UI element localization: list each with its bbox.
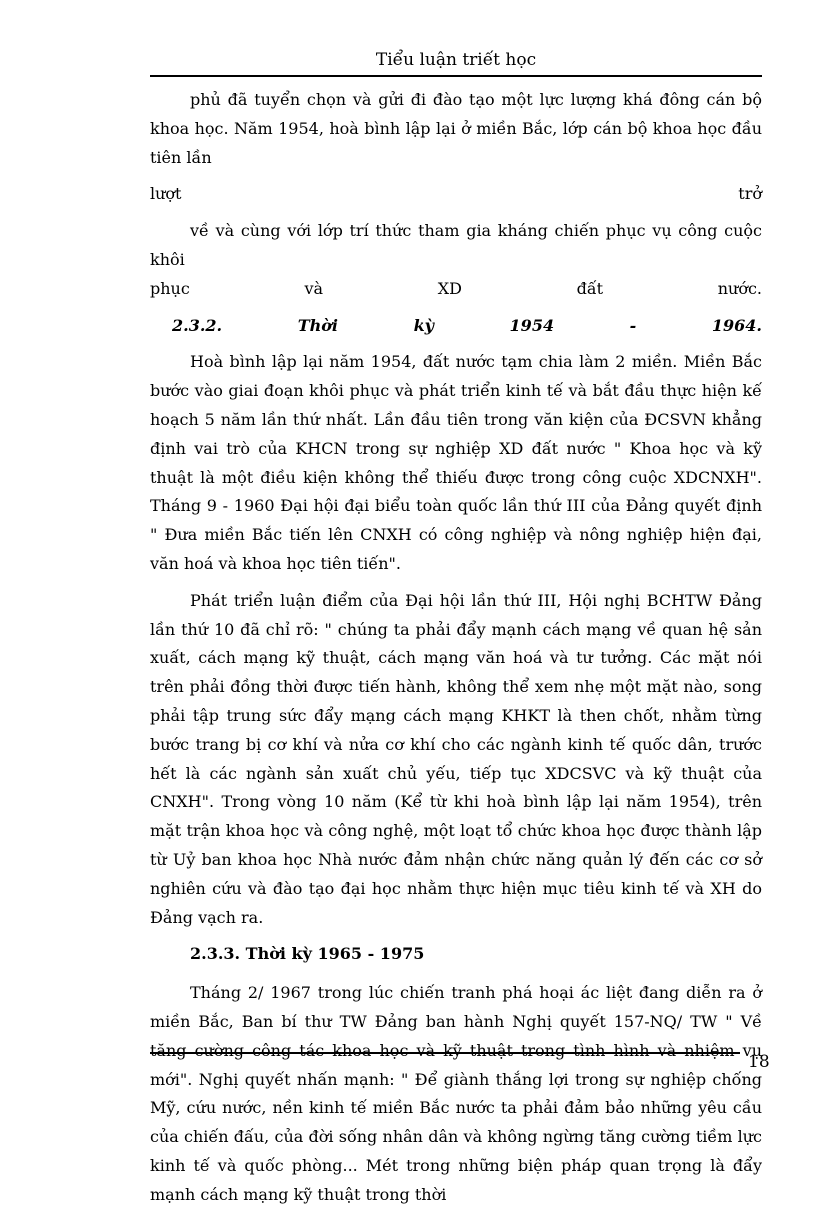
section-heading-2-3-3: 2.3.3. Thời kỳ 1965 - 1975: [190, 944, 425, 964]
document-body: [150, 86, 762, 1217]
section-heading-2-3-2: 2.3.2. Thời kỳ 1954 - 1964.: [172, 315, 762, 335]
paragraph: Tháng 2/ 1967 trong lúc chiến tranh phá hoại ác liệt đang diễn ra ở miền Bắc, Ban bí thư TW Đảng ban hành Nghị quyết 157-NQ/ TW " Về tăng cường công tác khoa học và kỹ thuật trong tình hình và nhiệm vụ mới". Nghị quyết nhấn mạnh: " Để giành thắng lợi trong sự nghiệp chống Mỹ, cứu nước, nền kinh tế miền Bắc nước ta phải đảm bảo những yêu cầu của chiến đấu, của đời sống nhân dân và không ngừng tăng cường tiềm lực kinh tế và quốc phòng... Mét trong những biện pháp quan trọng là đẩy mạnh cách mạng kỹ thuật trong thời: [150, 983, 762, 1204]
paragraph: về và cùng với lớp trí thức tham gia kháng chiến phục vụ công cuộc khôi: [150, 221, 762, 269]
paragraph: Phát triển luận điểm của Đại hội lần thứ III, Hội nghị BCHTW Đảng lần thứ 10 đã chỉ rõ: " chúng ta phải đẩy mạnh cách mạng về quan hệ sản xuất, cách mạng kỹ thuật, cách mạng văn hoá và tư tưởng. Các mặt nói trên phải đồng thời được tiến hành, không thể xem nhẹ một mặt nào, song phải tập trung sức đẩy mạng cách mạng KHKT là then chốt, nhằm từng bước trang bị cơ khí và nửa cơ khí cho các ngành kinh tế quốc dân, trước hết là các ngành sản xuất chủ yếu, tiếp tục XDCSVC và kỹ thuật của CNXH". Trong vòng 10 năm (Kể từ khi hoà bình lập lại năm 1954), trên mặt trận khoa học và công nghệ, một loạt tổ chức khoa học được thành lập từ Uỷ ban khoa học Nhà nước đảm nhận chức năng quản lý đến các cơ sở nghiên cứu và đào tạo đại học nhằm thực hiện mục tiêu kinh tế và XH do Đảng vạch ra.: [150, 590, 762, 927]
paragraph: Hoà bình lập lại năm 1954, đất nước tạm chia làm 2 miền. Miền Bắc bước vào giai đoạn khôi phục và phát triển kinh tế và bắt đầu thực hiện kế hoạch 5 năm lần thứ nhất. Lần đầu tiên trong văn kiện của ĐCSVN khẳng định vai trò của KHCN trong sự nghiệp XD đất nước " Khoa học và kỹ thuật là một điều kiện không thể thiếu được trong công cuộc XDCNXH". Tháng 9 - 1960 Đại hội đại biểu toàn quốc lần thứ III của Đảng quyết định " Đưa miền Bắc tiến lên CNXH có công nghiệp và nông nghiệp hiện đại, văn hoá và khoa học tiên tiến".: [150, 352, 762, 573]
paragraph-line: lượt trở: [150, 184, 762, 204]
footer-rule: [150, 1052, 740, 1054]
paragraph-line: phục và XD đất nước.: [150, 278, 762, 298]
header-rule: [150, 75, 762, 77]
page-number: 18: [748, 1052, 770, 1072]
paragraph: phủ đã tuyển chọn và gửi đi đào tạo một lực lượng khá đông cán bộ khoa học. Năm 1954, hoà bình lập lại ở miền Bắc, lớp cán bộ khoa học đầu tiên lần: [150, 90, 762, 167]
header-title: Tiểu luận triết học: [375, 50, 537, 70]
